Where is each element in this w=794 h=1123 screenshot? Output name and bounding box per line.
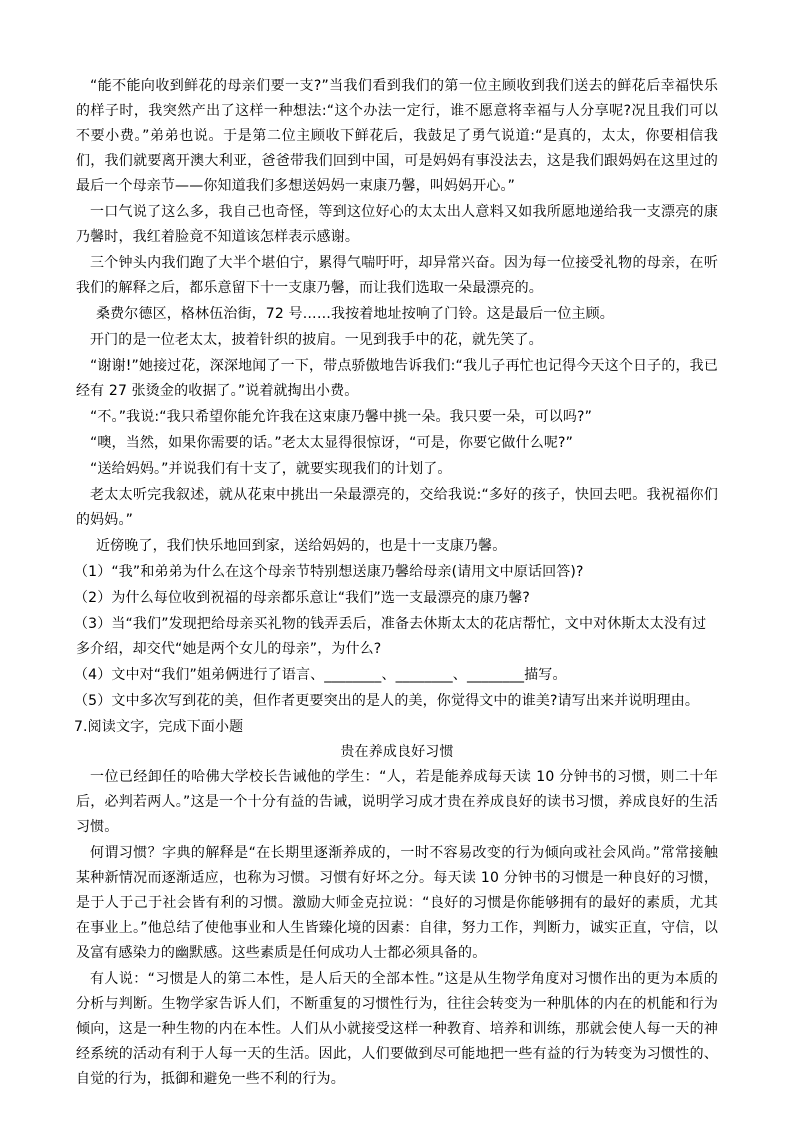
- document-page: [76, 74, 718, 1093]
- story-paragraph: “不。”我说:“我只希望你能允许我在这束康乃馨中挑一朵。我只要一朵，可以吗?”: [90, 409, 593, 425]
- question-1: （1）“我”和弟弟为什么在这个母亲节特别想送康乃馨给母亲(请用文中原话回答)?: [74, 564, 584, 580]
- section-7-heading: 7.阅读文字，完成下面小题: [74, 719, 244, 735]
- story-paragraph: 三个钟头内我们跑了大半个堪伯宁，累得气喘吁吁，却异常兴奋。因为每一位接受礼物的母亲，在听我们的解释之后，都乐意留下十一支康乃馨，而让我们选取一朵最漂亮的。: [76, 255, 718, 296]
- article-paragraph: 有人说：“习惯是人的第二本性，是人后天的全部本性。”这是从生物学角度对习惯作出的更为本质的分析与判断。生物学家告诉人们，不断重复的习惯性行为，往往会转变为一种肌体的内在的机能和行为倾向，这是一种生物的内在本性。人们从小就接受这样一种教育、培养和训练，那就会使人每一天的神经系统的活动有利于人每一天的生活。因此，人们要做到尽可能地把一些有益的行为转变为习惯性的、自觉的行为，抵御和避免一些不利的行为。: [76, 971, 718, 1087]
- article-paragraph: 一位已经卸任的哈佛大学校长告诫他的学生：“人，若是能养成每天读 10 分钟书的习惯，则二十年后，必判若两人。”这是一个十分有益的告诫，说明学习成才贵在养成良好的读书习惯，养成良好的生活习惯。: [76, 769, 718, 835]
- question-2: （2）为什么每位收到祝福的母亲都乐意让“我们”选一支最漂亮的康乃馨?: [74, 590, 530, 606]
- question-3: （3）当“我们”发现把给母亲买礼物的钱弄丢后，准备去休斯太太的花店帮忙，文中对休斯太太没有过多介绍，却交代“她是两个女儿的母亲”，为什么?: [74, 616, 707, 657]
- story-paragraph: 老太太听完我叙述，就从花束中挑出一朵最漂亮的，交给我说:“多好的孩子，快回去吧。我祝福你们的妈妈。”: [76, 487, 718, 528]
- article-paragraph: 何谓习惯？字典的解释是“在长期里逐渐养成的，一时不容易改变的行为倾向或社会风尚。”常常接触某种新情况而逐渐适应，也称为习惯。习惯有好坏之分。每天读 10 分钟书的习惯是一种良好的习惯，是于人于己于社会皆有利的习惯。激励大师金克拉说：“良好的习惯是你能够拥有的最好的素质，尤其在事业上。”他总结了使他事业和人生皆臻化境的因素：自律，努力工作，判断力，诚实正直，守信，以及富有感染力的幽默感。这些素质是任何成功人士都必须具备的。: [76, 845, 718, 961]
- story-paragraph: “能不能向收到鲜花的母亲们要一支?”当我们看到我们的第一位主顾收到我们送去的鲜花后幸福快乐的样子时，我突然产出了这样一种想法:“这个办法一定行，谁不愿意将幸福与人分享呢?况且我们可以不要小费。”弟弟也说。于是第二位主顾收下鲜花后，我鼓足了勇气说道:“是真的，太太，你要相信我们，我们就要离开澳大利亚，爸爸带我们回到中国，可是妈妈有事没法去，这是我们跟妈妈在这里过的最后一个母亲节——你知道我们多想送妈妈一束康乃馨，叫妈妈开心。”: [76, 78, 718, 194]
- story-paragraph: “送给妈妈。”并说我们有十支了，就要实现我们的计划了。: [90, 461, 452, 477]
- question-5: （5）文中多次写到花的美，但作者更要突出的是人的美，你觉得文中的谁美?请写出来并说明理由。: [74, 693, 700, 709]
- story-paragraph: “噢，当然，如果你需要的话。”老太太显得很惊讶，“可是，你要它做什么呢?”: [90, 435, 573, 451]
- story-paragraph: 一口气说了这么多，我自己也奇怪，等到这位好心的太太出人意料又如我所愿地递给我一支漂亮的康乃馨时，我红着脸竟不知道该怎样表示感谢。: [76, 204, 718, 245]
- story-paragraph: 开门的是一位老太太，披着针织的披肩。一见到我手中的花，就先笑了。: [90, 332, 543, 348]
- story-paragraph: 桑费尔德区，格林伍治街，72 号……我按着地址按响了门铃。这是最后一位主顾。: [96, 306, 614, 322]
- story-paragraph: “谢谢!”她接过花，深深地闻了一下，带点骄傲地告诉我们:“我儿子再忙也记得今天这个日子的，我已经有 27 张烫金的收据了。”说着就掏出小费。: [76, 358, 718, 399]
- question-4: （4）文中对“我们”姐弟俩进行了语言、________、________、________描写。: [74, 667, 567, 683]
- article-title: 贵在养成良好习惯: [340, 744, 454, 760]
- story-paragraph: 近傍晚了，我们快乐地回到家，送给妈妈的，也是十一支康乃馨。: [96, 538, 507, 554]
